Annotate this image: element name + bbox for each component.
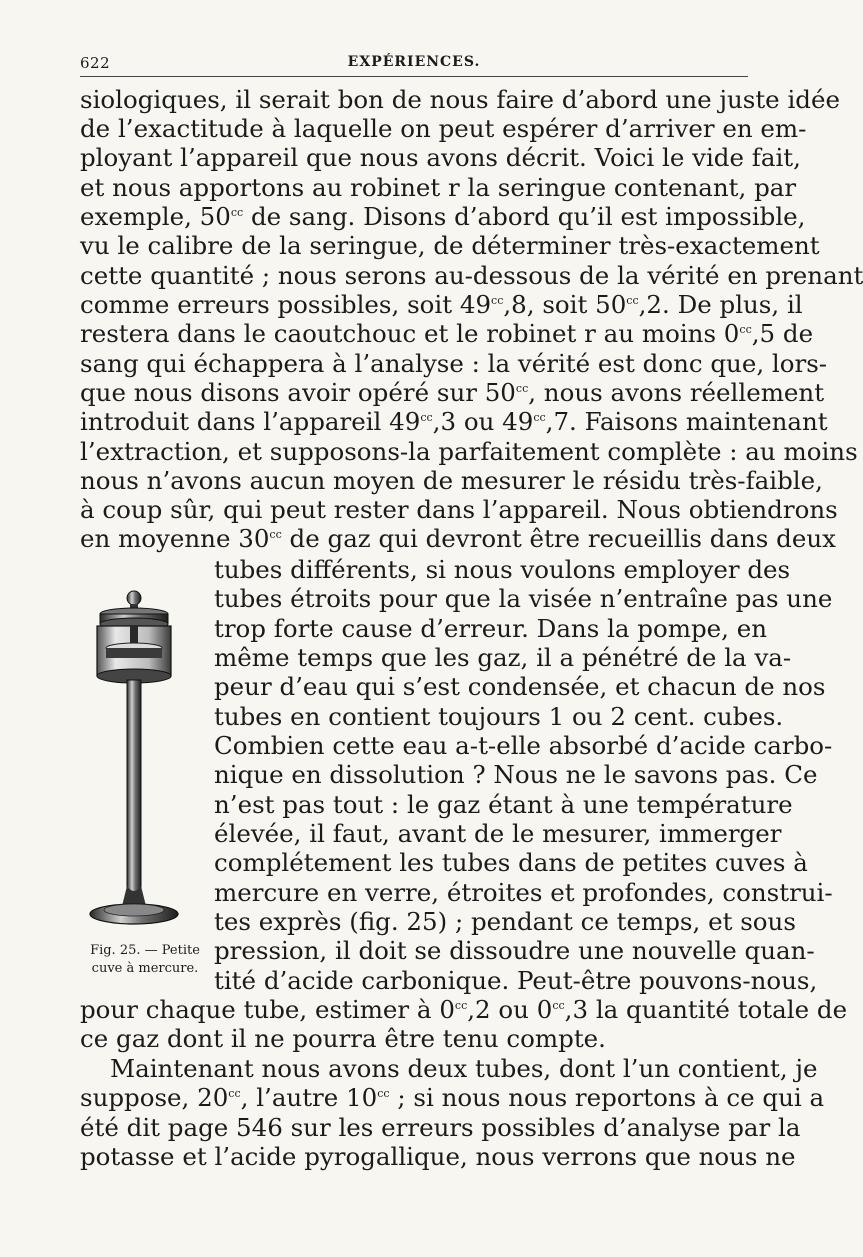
text-run: ,8, soit 50 — [503, 290, 627, 319]
mercury-trough-illustration — [84, 586, 204, 941]
text-run: cette quantité ; nous serons au-dessous de la vérité en prenant — [80, 261, 863, 290]
text-run: tité d’acide carbonique. Peut-être pouvons-nous, — [214, 966, 818, 995]
text-line — [80, 143, 801, 172]
text-run: ,3 la quantité totale de — [564, 995, 848, 1024]
text-run: n’est pas tout : le gaz étant à une température — [214, 790, 793, 819]
text-run: ployant l’appareil que nous avons décrit. Voici le vide fait, — [80, 143, 801, 172]
text-line — [80, 290, 803, 319]
text-run: restera dans le caoutchouc et le robinet r au moins 0 — [80, 319, 740, 348]
text-line — [80, 995, 848, 1024]
text-line — [214, 790, 793, 819]
text-run: de gaz qui devront être recueillis dans deux — [281, 524, 836, 553]
text-run: ,7. Faisons maintenant — [545, 407, 828, 436]
text-run: vu le calibre de la seringue, de déterminer très-exactement — [80, 231, 820, 260]
text-run: que nous disons avoir opéré sur 50 — [80, 378, 516, 407]
text-run: ce gaz dont il ne pourra être tenu compte. — [80, 1024, 606, 1053]
text-run: tubes étroits pour que la visée n’entraîne pas une — [214, 584, 833, 613]
unit-superscript: cc — [739, 322, 752, 336]
text-run: élevée, il faut, avant de le mesurer, immerger — [214, 819, 782, 848]
text-run: trop forte cause d’erreur. Dans la pompe, en — [214, 614, 767, 643]
text-line — [214, 672, 826, 701]
text-line — [214, 614, 767, 643]
text-line — [214, 555, 791, 584]
text-run: tubes différents, si nous voulons employer des — [214, 555, 791, 584]
text-line — [214, 936, 815, 965]
text-line — [80, 114, 807, 143]
text-line — [214, 643, 792, 672]
unit-superscript: cc — [626, 293, 639, 307]
unit-superscript: cc — [491, 293, 504, 307]
text-run: ,3 ou 49 — [432, 407, 534, 436]
text-run: mercure en verre, étroites et profondes, construi- — [214, 878, 833, 907]
unit-superscript: cc — [454, 998, 468, 1012]
text-line — [80, 202, 806, 231]
text-line — [80, 378, 825, 407]
text-run: Maintenant nous avons deux tubes, dont l’un contient, je — [110, 1054, 818, 1083]
text-line — [80, 495, 838, 524]
unit-superscript: cc — [552, 998, 565, 1012]
text-run: exemple, 50 — [80, 202, 231, 231]
text-run: , nous avons réellement — [528, 378, 825, 407]
running-head: EXPÉRIENCES. — [347, 54, 481, 70]
page-header — [80, 52, 748, 77]
text-run: siologiques, il serait bon de nous faire d’abord une juste idée — [80, 85, 840, 114]
text-run: sang qui échappera à l’analyse : la vérité est donc que, lors- — [80, 349, 828, 378]
text-run: Combien cette eau a-t-elle absorbé d’acide carbo- — [214, 731, 833, 760]
text-line — [80, 1142, 796, 1171]
text-line — [80, 173, 797, 202]
unit-superscript: cc — [269, 527, 282, 541]
text-run: l’extraction, et supposons-la parfaitement complète : au moins — [80, 437, 858, 466]
text-line — [80, 1083, 825, 1112]
text-run: et nous apportons au robinet r la seringue contenant, par — [80, 173, 797, 202]
text-run: pour chaque tube, estimer à 0 — [80, 995, 455, 1024]
text-run: tes exprès (fig. 25) ; pendant ce temps, et sous — [214, 907, 796, 936]
text-line — [214, 702, 784, 731]
text-line — [214, 819, 782, 848]
text-run: , l’autre 10 — [240, 1083, 378, 1112]
text-run: en moyenne 30 — [80, 524, 270, 553]
text-line — [80, 231, 820, 260]
text-run: nous n’avons aucun moyen de mesurer le résidu très-faible, — [80, 466, 823, 495]
text-line — [214, 966, 818, 995]
unit-superscript: cc — [377, 1086, 390, 1100]
text-run: ,2 ou 0 — [467, 995, 553, 1024]
text-line — [80, 261, 863, 290]
text-line — [80, 319, 814, 348]
text-line — [80, 524, 836, 553]
text-run: comme erreurs possibles, soit 49 — [80, 290, 492, 319]
text-line — [214, 731, 833, 760]
text-line — [214, 878, 833, 907]
unit-superscript: cc — [420, 410, 433, 424]
text-run: ,5 de — [751, 319, 814, 348]
unit-superscript: cc — [230, 205, 244, 219]
text-run: ,2. De plus, il — [638, 290, 803, 319]
text-run: ; si nous nous reportons à ce qui a — [389, 1083, 825, 1112]
text-run: nique en dissolution ? Nous ne le savons pas. Ce — [214, 760, 818, 789]
text-run: complétement les tubes dans de petites cuves à — [214, 848, 808, 877]
page-number: 622 — [80, 54, 111, 72]
text-run: de l’exactitude à laquelle on peut espérer d’arriver en em- — [80, 114, 807, 143]
text-run: été dit page 546 sur les erreurs possibles d’analyse par la — [80, 1113, 801, 1142]
text-run: à coup sûr, qui peut rester dans l’appareil. Nous obtiendrons — [80, 495, 838, 524]
text-line — [80, 466, 823, 495]
text-run: potasse et l’acide pyrogallique, nous verrons que nous ne — [80, 1142, 796, 1171]
text-run: pression, il doit se dissoudre une nouvelle quan- — [214, 936, 815, 965]
text-run: suppose, 20 — [80, 1083, 229, 1112]
text-line — [214, 760, 818, 789]
text-line — [80, 1113, 801, 1142]
text-line — [80, 407, 828, 436]
text-run: peur d’eau qui s’est condensée, et chacun de nos — [214, 672, 826, 701]
text-line — [80, 85, 840, 114]
text-run: de sang. Disons d’abord qu’il est impossible, — [243, 202, 806, 231]
unit-superscript: cc — [515, 381, 529, 395]
text-line — [80, 349, 828, 378]
figure-caption-line-1: Fig. 25. — Petite — [90, 943, 200, 958]
unit-superscript: cc — [228, 1086, 241, 1100]
text-run: tubes en contient toujours 1 ou 2 cent. cubes. — [214, 702, 784, 731]
text-run: introduit dans l’appareil 49 — [80, 407, 421, 436]
unit-superscript: cc — [533, 410, 546, 424]
text-line — [214, 907, 796, 936]
text-line — [80, 1025, 748, 1053]
text-line — [214, 584, 833, 613]
figure-caption-line-2: cuve à mercure. — [91, 961, 199, 976]
text-line — [214, 848, 808, 877]
text-line — [80, 437, 858, 466]
text-line — [110, 1054, 818, 1083]
text-run: même temps que les gaz, il a pénétré de la va- — [214, 643, 792, 672]
